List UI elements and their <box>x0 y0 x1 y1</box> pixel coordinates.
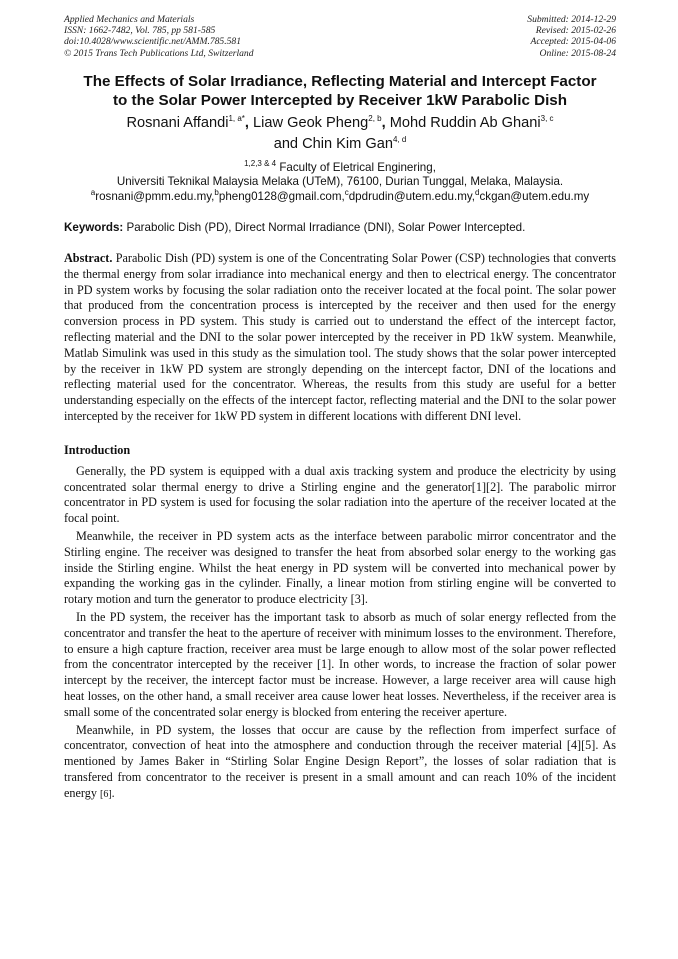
affiliation-faculty: Faculty of Eletrical Enginering, <box>276 160 436 174</box>
submission-dates <box>527 14 616 59</box>
author-4: and Chin Kim Gan <box>273 135 393 152</box>
revised-date: Revised: 2015-02-26 <box>535 25 616 37</box>
journal-doi: doi:10.4028/www.scientific.net/AMM.785.581 <box>64 36 242 48</box>
author-4-sup: 4, d <box>392 134 407 144</box>
email-sup-d: d <box>475 188 480 198</box>
intro-paragraph-3: In the PD system, the receiver has the important task to absorb as much of solar energy reflected from the concentrator and transfer the heat to the aperture of receiver with minimum losses to the environment. Therefore, to ensure a high capture fraction, receiver area must be large enough to allow most of the solar power reflected from the concentrator intercepted by the receiver [1]. In other words, to increase the fraction of solar power intercept by the receiver, the intercept factor must be increase. However, a large receiver area will cause high heat losses, on the other hand, a small receiver area cause lower heat losses. Nevertheless, if the receiver area is small some of the concentrated solar energy is blocked from entering the receiver aperture. <box>64 609 616 719</box>
author-separator: , <box>244 114 249 131</box>
keywords-text: Parabolic Dish (PD), Direct Normal Irradiance (DNI), Solar Power Intercepted. <box>123 221 526 234</box>
abstract-label: Abstract. <box>64 251 113 265</box>
intro-paragraph-4-end: . <box>111 785 115 800</box>
author-list <box>64 113 616 155</box>
email-2: pheng0128@gmail.com, <box>218 190 345 203</box>
affiliation <box>64 158 616 190</box>
author-emails <box>64 190 616 204</box>
author-2: Liaw Geok Pheng <box>253 114 369 131</box>
author-1-sup: 1, a* <box>228 113 245 123</box>
author-separator: , <box>381 114 386 131</box>
title-line-2: to the Solar Power Intercepted by Receiver 1kW Parabolic Dish <box>112 91 568 109</box>
author-3-sup: 3, c <box>540 113 554 123</box>
author-line-2 <box>64 134 616 155</box>
abstract <box>64 251 616 425</box>
journal-copyright: © 2015 Trans Tech Publications Ltd, Switzerland <box>64 47 254 59</box>
intro-paragraph-4-text: Meanwhile, in PD system, the losses that occur are cause by the reflection from imperfect surface of concentrator, convection of heat into the atmosphere and conduction through the receiver material [4][5]. As mentioned by James Baker in “Stirling Solar Engine Design Report”, the losses of solar radiation that is transfered from concentrator to the receiver is present in a small amount and can reach 10% of the incident energy <box>64 722 616 800</box>
email-sup-c: c <box>344 188 349 198</box>
journal-name: Applied Mechanics and Materials <box>64 14 195 25</box>
submitted-date: Submitted: 2014-12-29 <box>527 14 616 25</box>
citation-6: [6] <box>100 788 112 800</box>
author-2-sup: 2, b <box>368 113 382 123</box>
author-1: Rosnani Affandi <box>126 114 229 131</box>
intro-paragraph-1: Generally, the PD system is equipped with a dual axis tracking system and produce the electricity by using concentrated solar thermal energy to drive a Stirling engine and the generator[1][2]. The parabolic mirror concentrator in PD system is used for focusing the solar radiation into the aperture of the receiver located at the focal point. <box>64 463 616 526</box>
affiliation-line-1 <box>64 158 616 176</box>
email-4: ckgan@utem.edu.my <box>479 190 590 203</box>
accepted-date: Accepted: 2015-04-06 <box>530 36 616 48</box>
journal-header <box>64 14 616 59</box>
online-date: Online: 2015-08-24 <box>539 47 616 59</box>
journal-issn: ISSN: 1662-7482, Vol. 785, pp 581-585 <box>64 25 216 37</box>
section-heading-introduction: Introduction <box>64 442 131 457</box>
title-line-1: The Effects of Solar Irradiance, Reflecting Material and Intercept Factor <box>83 72 597 90</box>
email-3: dpdrudin@utem.edu.my, <box>348 190 476 203</box>
email-sup-a: a <box>90 188 96 198</box>
email-1: rosnani@pmm.edu.my, <box>95 190 215 203</box>
keywords <box>64 221 616 235</box>
keywords-label: Keywords: <box>64 221 124 234</box>
affiliation-sup: 1,2,3 & 4 <box>244 158 277 168</box>
journal-info <box>64 14 254 59</box>
intro-paragraph-2: Meanwhile, the receiver in PD system acts as the interface between parabolic mirror concentrator and the Stirling engine. The receiver was designed to transfer the heat from absorbed solar energy to the working gas inside the Stirling engine. Whilst the heat energy in PD system will be converted into mechanical power by expanding the working gas in the cylinder. Finally, a linear motion from stirling engine will be converted to rotary motion and turn the generator to produce electricity [3]. <box>64 528 616 607</box>
abstract-text: Parabolic Dish (PD) system is one of the Concentrating Solar Power (CSP) technologies that converts the thermal energy from solar irradiance into mechanical energy and then to electrical energy. The concentrator in PD system works by focusing the solar radiation onto the receiver located at the focal point. The solar power that produced from the concentration process is intercepted by the receiver and then used for the energy conversion process in PD system. This study is carried out to understand the effect of the intercept factor, reflecting material and the DNI to the solar power intercepted by the receiver in PD 1kW system. Meanwhile, Matlab Simulink was used in this study as the simulation tool. The study shows that the solar power intercepted by the receiver in 1kW PD system are strongly depending on the intercept factor, DNI of the locations and reflecting material used for the concentrator. Whereas, the results from this study are useful for a better understanding especially on the effects of the intercept factor, reflecting material and the DNI to the solar power intercepted by the receiver for 1kW PD system in different locations with different DNI level. <box>64 251 616 423</box>
intro-paragraph-4 <box>64 723 616 803</box>
author-line-1 <box>64 113 616 134</box>
email-sup-b: b <box>214 188 219 198</box>
affiliation-line-2: Universiti Teknikal Malaysia Melaka (UTeM), 76100, Durian Tunggal, Melaka, Malaysia. <box>116 175 564 189</box>
paper-title <box>64 72 616 110</box>
author-3: Mohd Ruddin Ab Ghani <box>389 114 541 131</box>
